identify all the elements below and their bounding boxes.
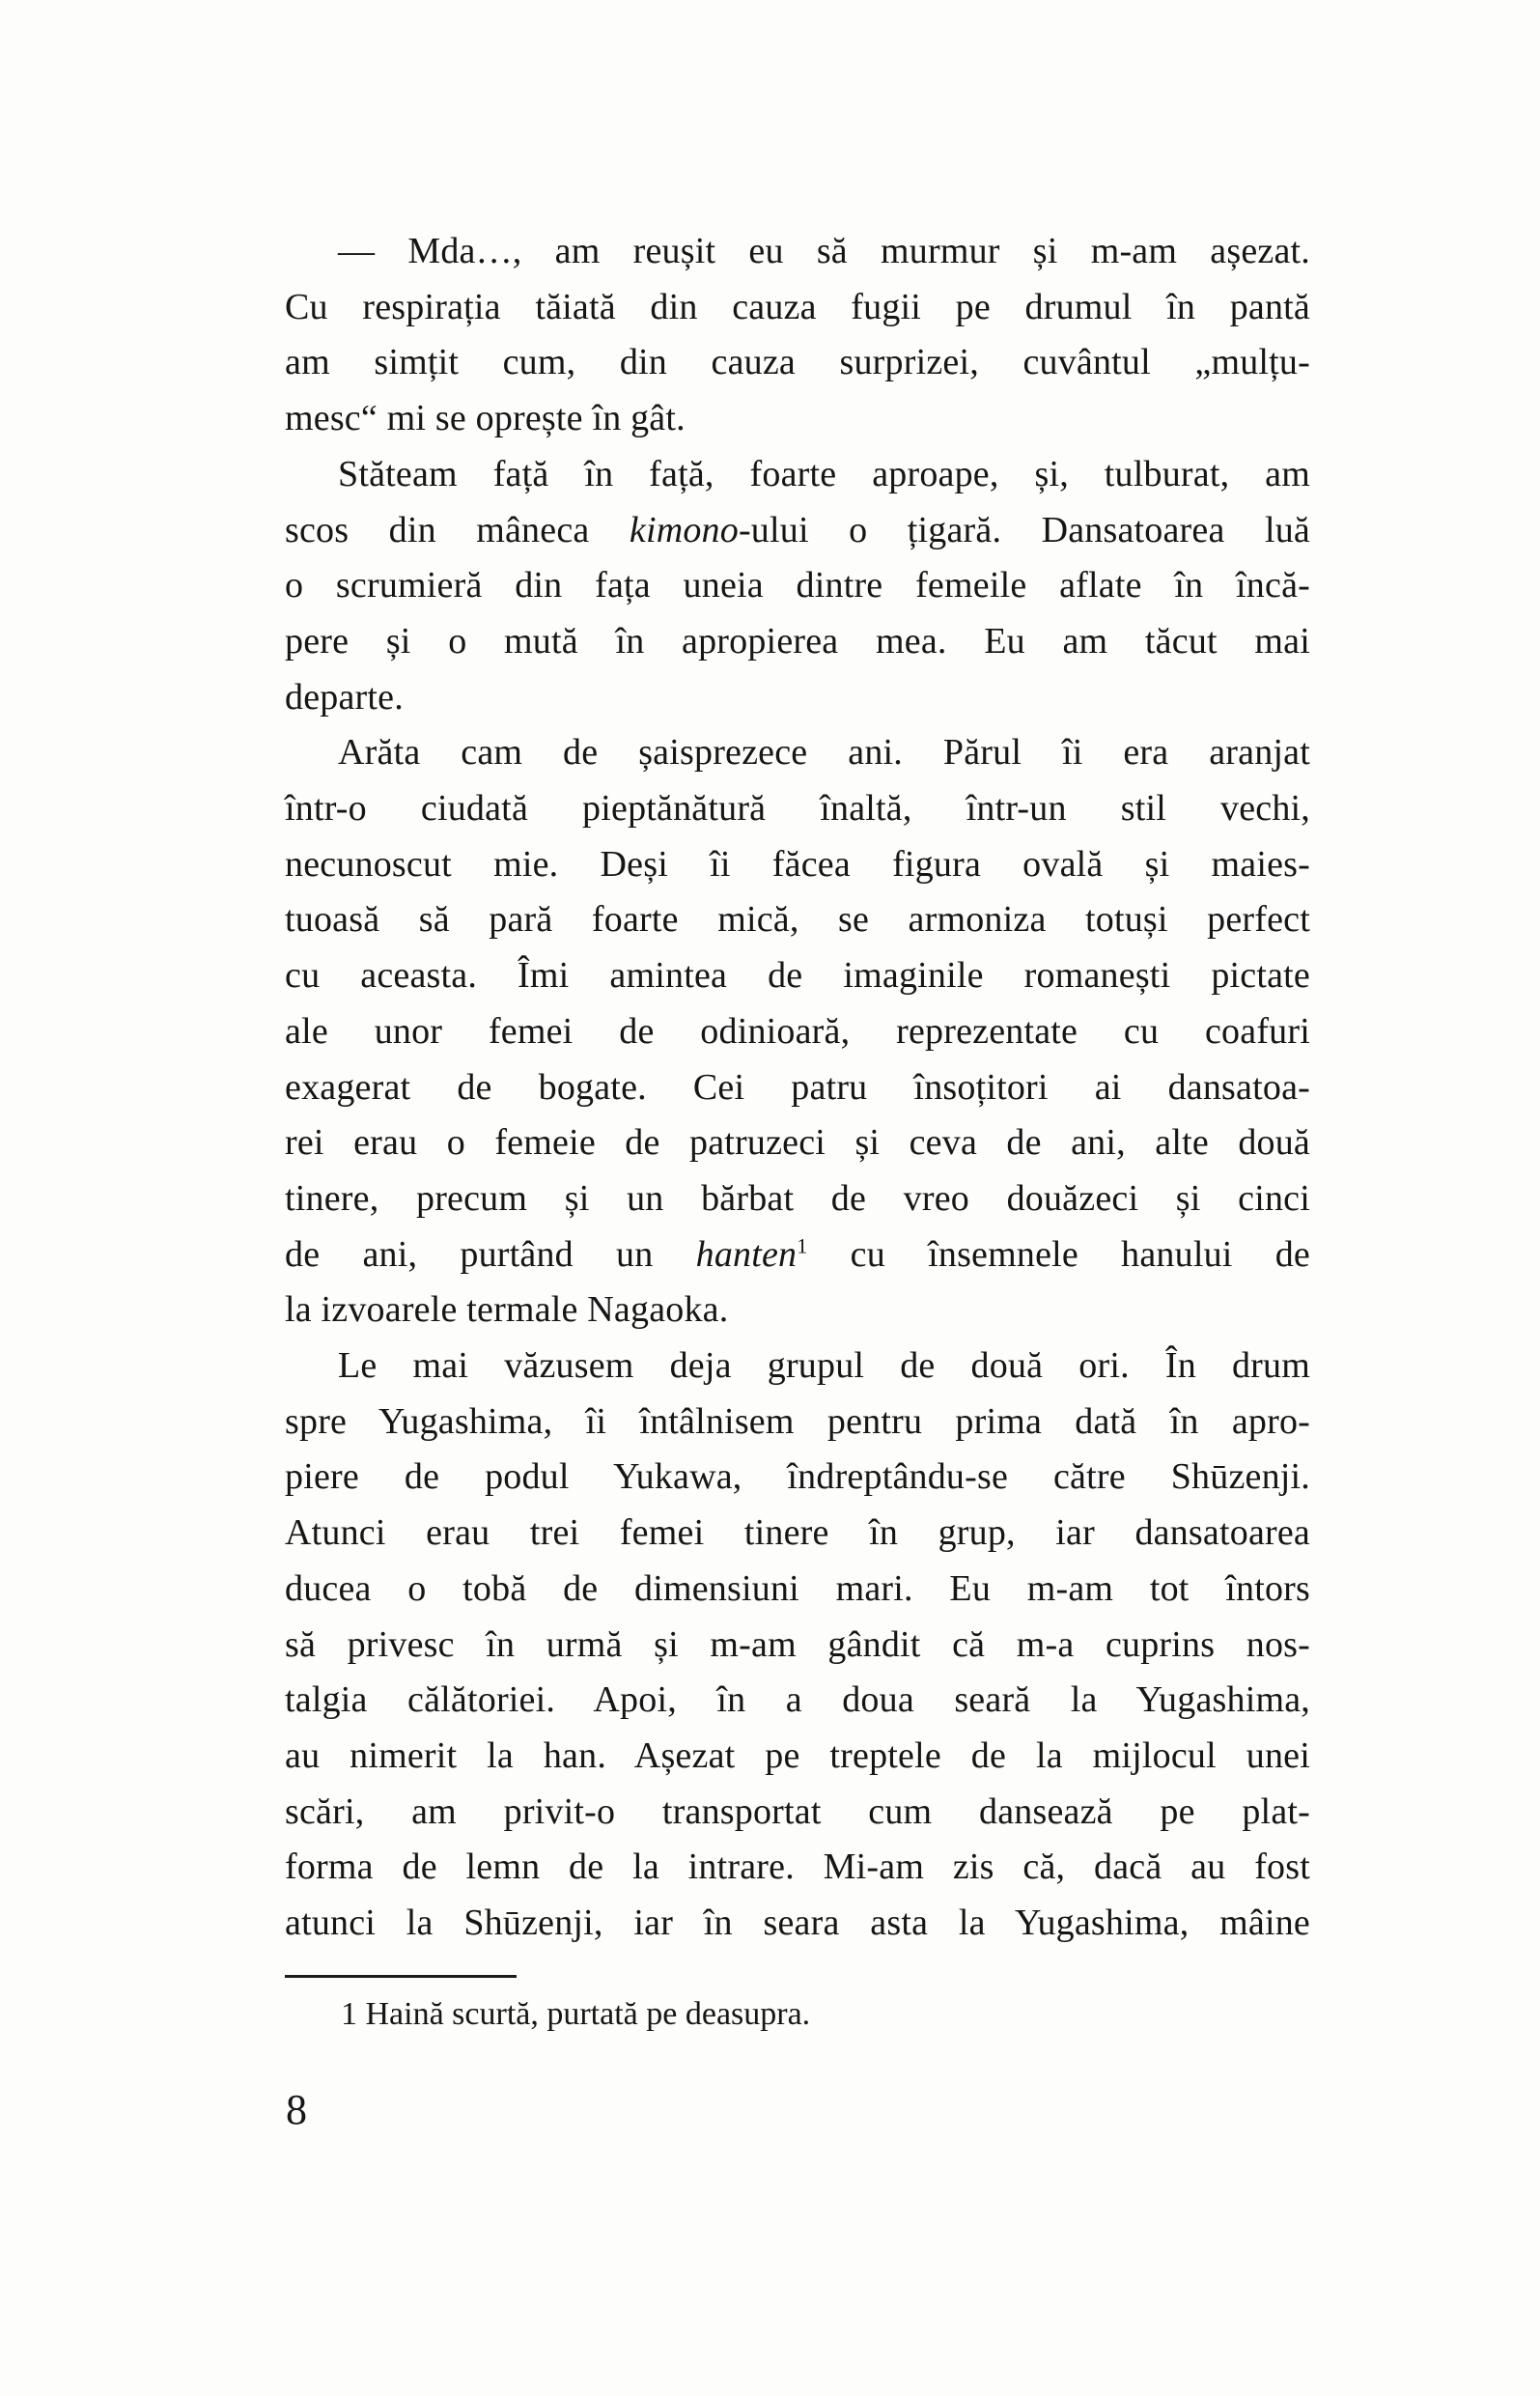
text-line: am simțit cum, din cauza surprizei, cuvântul „mulțu- <box>285 342 1310 383</box>
text-line: ducea o tobă de dimensiuni mari. Eu m-am tot întors <box>285 1567 1310 1609</box>
text-line: Le mai văzusem deja grupul de două ori. În drum <box>338 1345 1310 1387</box>
text-line: necunoscut mie. Deși îi făcea figura ovală și maies- <box>285 843 1310 885</box>
text-line: într-o ciudată pieptănătură înaltă, într-un stil vechi, <box>285 788 1310 830</box>
text-line: la izvoarele termale Nagaoka. <box>285 1289 729 1331</box>
paragraph <box>285 1339 1310 1952</box>
text-line: — Mda…, am reușit eu să murmur și m-am așezat. <box>338 231 1310 271</box>
text-line: scos din mâneca kimono-ului o țigară. Dansatoarea luă <box>285 509 1310 550</box>
text-line: Cu respirația tăiată din cauza fugii pe drumul în pantă <box>285 286 1310 327</box>
text-line: Arăta cam de șaisprezece ani. Părul îi era aranjat <box>338 732 1310 774</box>
footnote-divider <box>285 1975 517 1978</box>
text-line: spre Yugashima, îi întâlnisem pentru prima dată în apro- <box>285 1400 1310 1442</box>
text-line: scări, am privit-o transportat cum dansează pe plat- <box>285 1790 1310 1832</box>
text-line: cu aceasta. Îmi amintea de imaginile romanești pictate <box>285 955 1310 997</box>
text-line: tinere, precum și un bărbat de vreo douăzeci și cinci <box>285 1177 1310 1219</box>
text-line: pere și o mută în apropierea mea. Eu am tăcut mai <box>285 620 1310 662</box>
text-line: piere de podul Yukawa, îndreptându-se către Shūzenji. <box>285 1456 1310 1498</box>
text-line: forma de lemn de la intrare. Mi-am zis că, dacă au fost <box>285 1846 1310 1888</box>
text-line: tuoasă să pară foarte mică, se armoniza totuși perfect <box>285 899 1310 941</box>
paragraph <box>285 447 1310 726</box>
text-line: exagerat de bogate. Cei patru însoțitori ai dansatoa- <box>285 1066 1310 1108</box>
text-line: să privesc în urmă și m-am gândit că m-a cuprins nos- <box>285 1623 1310 1665</box>
text-line: o scrumieră din fața uneia dintre femeile aflate în încă- <box>285 565 1310 606</box>
page-number: 8 <box>286 2086 307 2133</box>
paragraph <box>285 224 1310 447</box>
text-line: talgia călătoriei. Apoi, în a doua seară la Yugashima, <box>285 1679 1310 1721</box>
text-line: atunci la Shūzenji, iar în seara asta la Yugashima, mâine <box>285 1903 1310 1944</box>
text-line: ale unor femei de odinioară, reprezentate cu coafuri <box>285 1010 1310 1052</box>
text-line: mesc“ mi se oprește în gât. <box>285 398 686 439</box>
text-line: de ani, purtând un hanten$^1$ cu însemnele hanului de <box>285 1233 1310 1275</box>
text-line: rei erau o femeie de patruzeci și ceva de ani, alte două <box>285 1122 1310 1164</box>
text-line: Stăteam față în față, foarte aproape, și, tulburat, am <box>338 453 1310 494</box>
footnote-text: 1 Haină scurtă, purtată pe deasupra. <box>341 1995 811 2032</box>
text-line: Atunci erau trei femei tinere în grup, iar dansatoarea <box>285 1512 1310 1554</box>
text-line: departe. <box>285 676 404 718</box>
text-line: au nimerit la han. Așezat pe treptele de la mijlocul unei <box>285 1734 1310 1776</box>
paragraph <box>285 725 1310 1339</box>
text-block <box>285 224 1310 2036</box>
